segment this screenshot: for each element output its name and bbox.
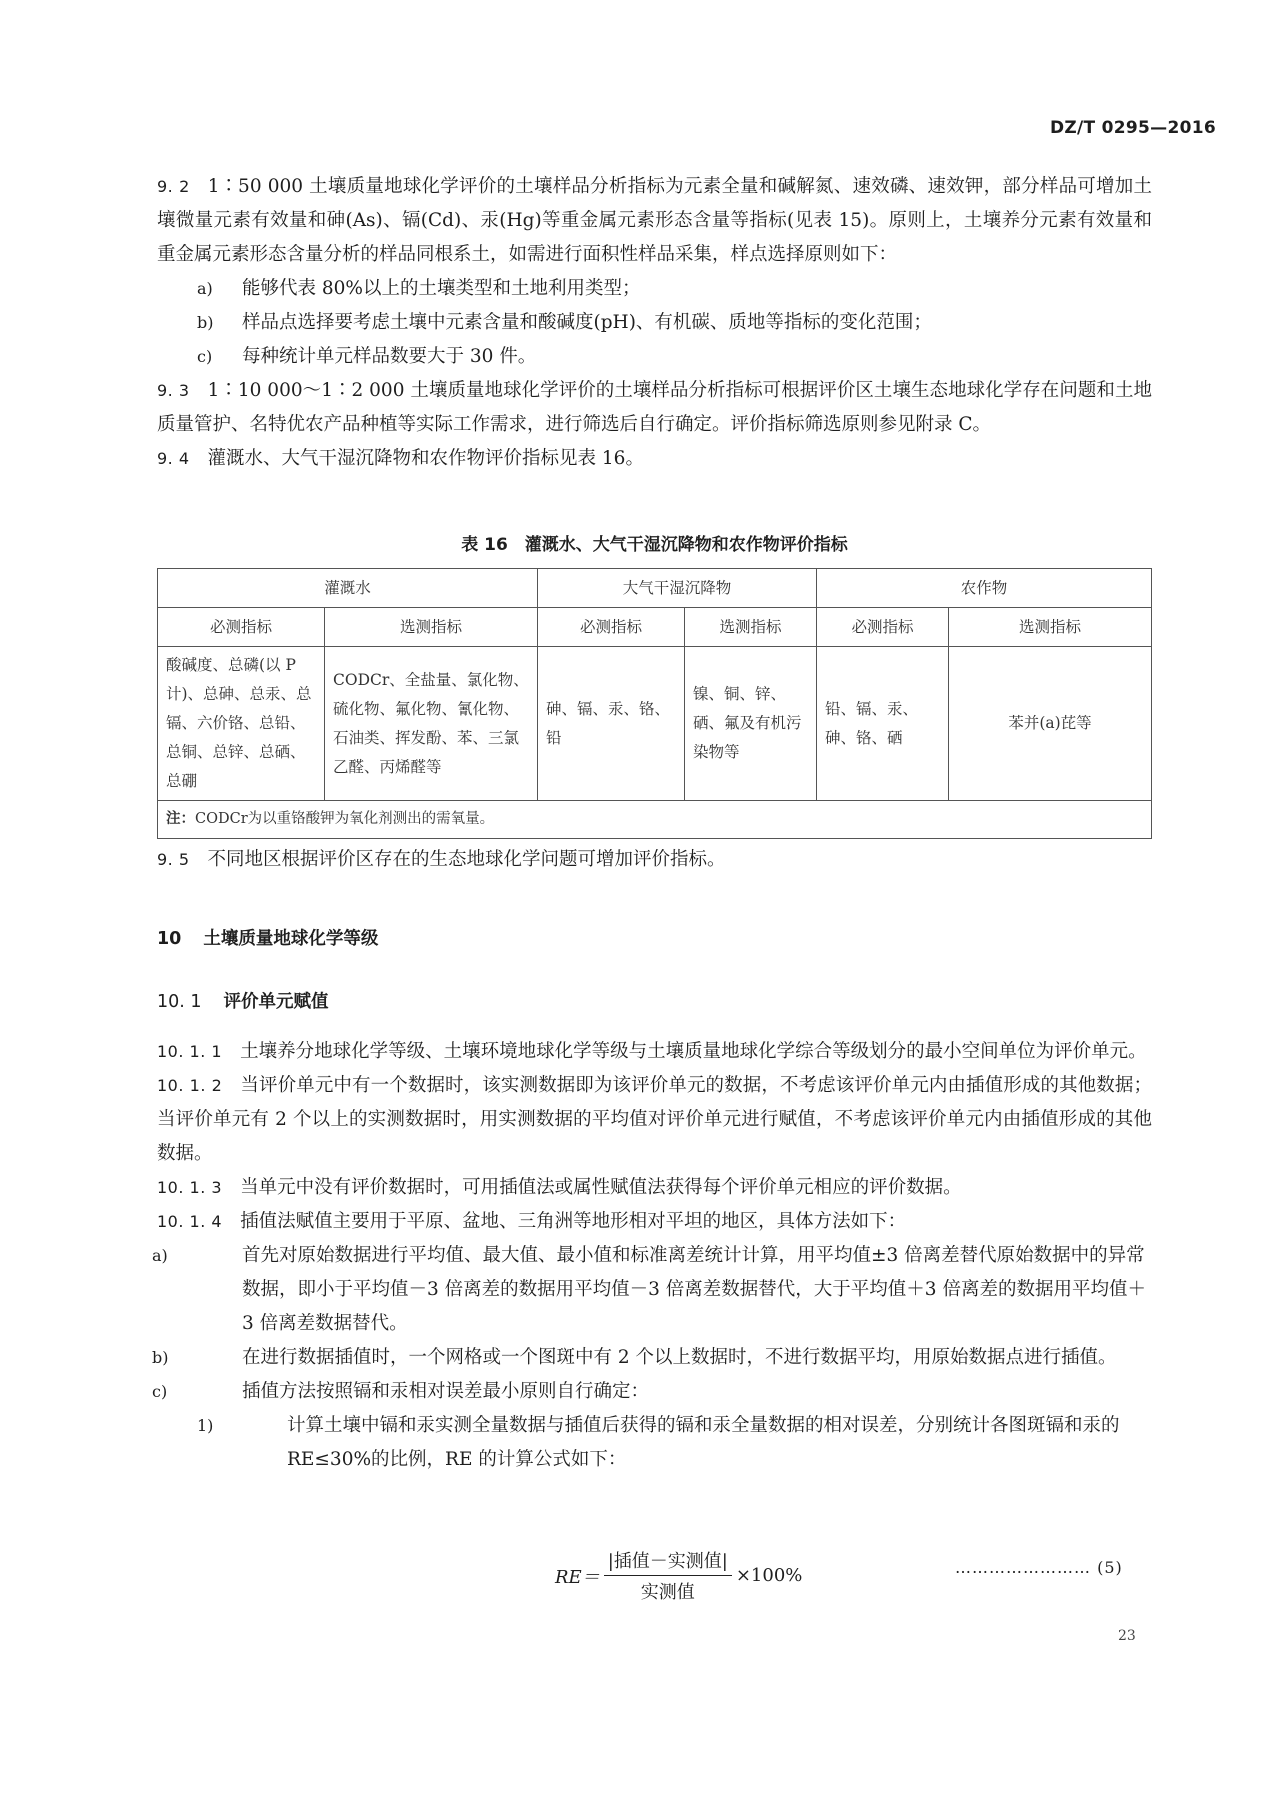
section-9-2 [157, 170, 1152, 476]
table-cell: 苯并(a)芘等 [949, 647, 1152, 801]
group-header: 大气干湿沉降物 [538, 569, 817, 608]
heading-10: 10 土壤质量地球化学等级 [157, 929, 379, 949]
formula-denominator: 实测值 [640, 1582, 695, 1603]
formula-rhs: ×100% [735, 1565, 803, 1586]
formula-lhs: RE＝ [555, 1566, 600, 1588]
table-16 [157, 568, 1152, 839]
paragraph-10-1-2: 10. 1. 2 当评价单元中有一个数据时，该实测数据即为该评价单元的数据，不考虑该评价单元内由插值形成的其他数据；当评价单元有 2 个以上的实测数据时，用实测数据的平均值对评价单元进行赋值，不考虑该评价单元内由插值形成的其他数据。 [157, 1075, 1152, 1164]
table-caption: 表 16 灌溉水、大气干湿沉降物和农作物评价指标 [461, 535, 848, 555]
subheader: 必测指标 [538, 608, 685, 647]
list-item: b) 样品点选择要考虑土壤中元素含量和酸碱度(pH)、有机碳、质地等指标的变化范围； [197, 312, 932, 333]
paragraph-9-4: 9. 4 灌溉水、大气干湿沉降物和农作物评价指标见表 16。 [157, 448, 644, 469]
table-cell: 酸碱度、总磷(以 P 计)、总砷、总汞、总镉、六价铬、总铅、总铜、总锌、总硒、总硼 [158, 647, 325, 801]
list-item: c) 每种统计单元样品数要大于 30 件。 [197, 346, 537, 367]
page-number: 23 [1118, 1628, 1136, 1644]
heading-10-1: 10. 1 评价单元赋值 [157, 992, 329, 1012]
standard-code: DZ/T 0295—2016 [1050, 118, 1216, 138]
formula-5 [555, 1547, 802, 1604]
subheader: 选测指标 [685, 608, 817, 647]
paragraph-9-3: 9. 3 1∶10 000～1∶2 000 土壤质量地球化学评价的土壤样品分析指标可根据评价区土壤生态地球化学存在问题和土地质量管护、名特优农产品种植等实际工作需求，进行筛选后自行确定。评价指标筛选原则参见附录 C。 [157, 380, 1152, 435]
table-cell: CODCr、全盐量、氯化物、硫化物、氟化物、氰化物、石油类、挥发酚、苯、三氯乙醛、丙烯醛等 [325, 647, 538, 801]
group-header: 农作物 [817, 569, 1152, 608]
list-item: a) 首先对原始数据进行平均值、最大值、最小值和标准离差统计计算，用平均值±3 倍离差替代原始数据中的异常数据，即小于平均值－3 倍离差的数据用平均值－3 倍离差数据替代，大于平均值＋3 倍离差的数据用平均值＋3 倍离差数据替代。 [152, 1245, 1146, 1334]
section-10-1 [152, 1035, 1152, 1477]
paragraph-9-5: 9. 5 不同地区根据评价区存在的生态地球化学问题可增加评价指标。 [157, 849, 726, 870]
paragraph-10-1-3: 10. 1. 3 当单元中没有评价数据时，可用插值法或属性赋值法获得每个评价单元相应的评价数据。 [157, 1177, 962, 1198]
table-cell: 铅、镉、汞、砷、铬、硒 [817, 647, 949, 801]
table-note: 注：CODCr为以重铬酸钾为氧化剂测出的需氧量。 [158, 801, 1152, 839]
subheader: 必测指标 [158, 608, 325, 647]
paragraph-9-2: 9. 2 1∶50 000 土壤质量地球化学评价的土壤样品分析指标为元素全量和碱解氮、速效磷、速效钾，部分样品可增加土壤微量元素有效量和砷(As)、镉(Cd)、汞(Hg)等重金属元素形态含量等指标(见表 15)。原则上，土壤养分元素有效量和重金属元素形态含量分析的样品同根系土，如需进行面积性样品采集，样点选择原则如下： [157, 176, 1153, 265]
section-9-5 [157, 843, 1152, 877]
formula-fraction [604, 1547, 732, 1604]
table-cell: 砷、镉、汞、铬、铅 [538, 647, 685, 801]
list-item: c) 插值方法按照镉和汞相对误差最小原则自行确定： [152, 1381, 650, 1402]
paragraph-10-1-1: 10. 1. 1 土壤养分地球化学等级、土壤环境地球化学等级与土壤质量地球化学综合等级划分的最小空间单位为评价单元。 [157, 1041, 1147, 1062]
table-cell: 镍、铜、锌、硒、氟及有机污染物等 [685, 647, 817, 801]
list-subitem: 1) 计算土壤中镉和汞实测全量数据与插值后获得的镉和汞全量数据的相对误差，分别统计各图斑镉和汞的 RE≤30%的比例，RE 的计算公式如下： [197, 1415, 1120, 1470]
paragraph-10-1-4: 10. 1. 4 插值法赋值主要用于平原、盆地、三角洲等地形相对平坦的地区，具体方法如下： [157, 1211, 907, 1232]
list-item: a) 能够代表 80%以上的土壤类型和土地利用类型； [197, 278, 641, 299]
subheader: 选测指标 [949, 608, 1152, 647]
subheader: 必测指标 [817, 608, 949, 647]
list-item: b) 在进行数据插值时，一个网格或一个图斑中有 2 个以上数据时，不进行数据平均，用原始数据点进行插值。 [152, 1347, 1117, 1368]
formula-numerator: |插值－实测值| [604, 1547, 732, 1576]
subheader: 选测指标 [325, 608, 538, 647]
equation-number: …………………… (5) [955, 1558, 1123, 1577]
group-header: 灌溉水 [158, 569, 538, 608]
